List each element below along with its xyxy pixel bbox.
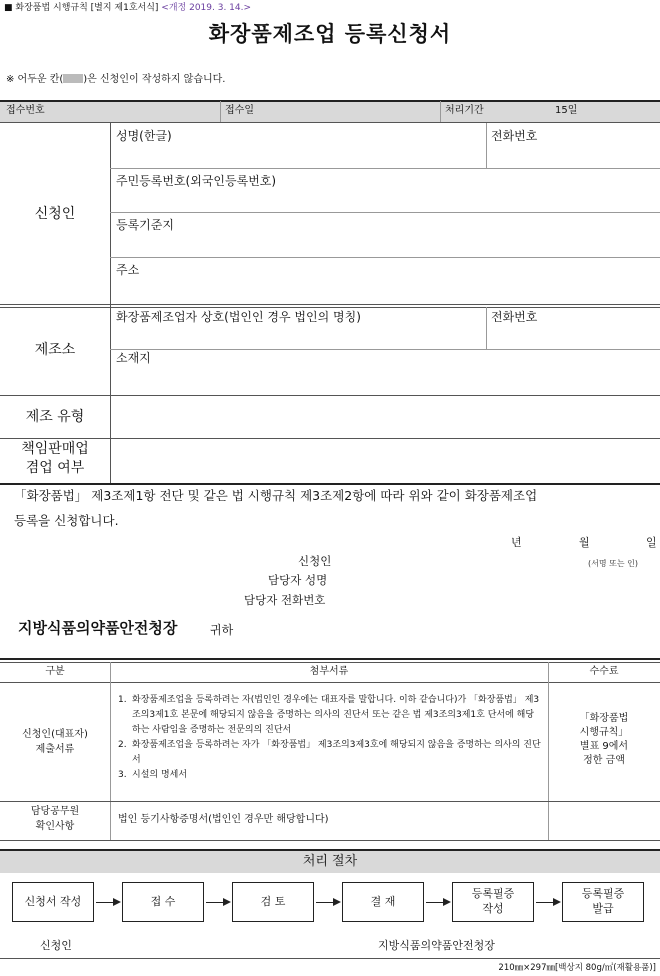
official-check-label-1: 담당공무원: [30, 806, 80, 817]
process-actor-agency: 지방식품의약품안전청장: [378, 939, 495, 952]
official-check-item: 법인 등기사항증명서(법인인 경우만 해당합니다): [118, 814, 329, 825]
signature-note: (서명 또는 인): [588, 559, 638, 568]
recipient-name: 지방식품의약품안전청장: [18, 619, 178, 637]
resident-number-field: 주민등록번호(외국인등록번호): [116, 174, 277, 188]
process-actor-applicant: 신청인: [40, 939, 72, 952]
responsible-seller-label-1: 책임판매업: [21, 441, 89, 457]
process-step: 접 수: [122, 882, 204, 922]
law-reference: ■ 화장품법 시행규칙 [별지 제1호서식] <개정 2019. 3. 14.>: [4, 3, 252, 13]
list-item: 3. 시설의 명세서: [118, 770, 188, 780]
applicant-docs-label-2: 제출서류: [35, 744, 75, 755]
processing-period-value: 15일: [555, 105, 578, 116]
fee-line-3: 별표 9에서: [579, 741, 629, 752]
paper-spec-footer: 210㎜×297㎜[백상지 80g/㎡(재활용품)]: [498, 963, 656, 973]
col-category-header: 구분: [45, 666, 65, 677]
responsible-seller-label-2: 겸업 여부: [25, 460, 85, 476]
fee-line-1: 「화장품법: [579, 713, 629, 724]
fee-line-2: 시행규칙」: [579, 727, 629, 738]
shading-note: ※ 어두운 칸( )은 신청인이 작성하지 않습니다.: [6, 74, 226, 85]
arrowhead-icon: [553, 898, 561, 906]
arrowhead-icon: [113, 898, 121, 906]
col-documents-header: 첨부서류: [309, 666, 349, 677]
process-arrow: [316, 902, 334, 903]
signature-applicant-label: 신청인: [298, 554, 332, 568]
date-month: 월: [579, 536, 590, 549]
arrowhead-icon: [443, 898, 451, 906]
contact-phone-label: 담당자 전화번호: [244, 593, 326, 607]
receipt-date-label: 접수일: [225, 105, 254, 116]
process-arrow: [426, 902, 444, 903]
arrowhead-icon: [223, 898, 231, 906]
process-title: 처리 절차: [302, 854, 358, 869]
date-day: 일: [646, 536, 657, 549]
application-statement-line-1: 「화장품법」 제3조제1항 전단 및 같은 법 시행규칙 제3조제2항에 따라 위와 같이 화장품제조업: [14, 488, 538, 503]
manufacturing-type-label: 제조 유형: [25, 409, 85, 425]
processing-period-label: 처리기간: [445, 105, 484, 116]
fee-line-4: 정한 금액: [583, 755, 625, 766]
application-statement-line-2: 등록을 신청합니다.: [14, 513, 119, 528]
page-title: 화장품제조업 등록신청서: [208, 22, 452, 46]
process-step: 등록필증 작성: [452, 882, 534, 922]
col-fee-header: 수수료: [589, 666, 619, 677]
list-item: 2. 화장품제조업을 등록하려는 자가 「화장품법」 제3조의3제3호에 해당되지 않음을 증명하는 의사의 진단서: [118, 740, 541, 765]
applicant-name-field: 성명(한글): [116, 129, 172, 143]
process-step: 등록필증 발급: [562, 882, 644, 922]
amendment-note: <개정 2019. 3. 14.>: [161, 3, 252, 13]
applicant-phone-field: 전화번호: [491, 129, 538, 143]
official-check-label-2: 확인사항: [35, 821, 75, 832]
factory-section-label: 제조소: [34, 342, 76, 358]
process-step: 결 재: [342, 882, 424, 922]
receipt-number-label: 접수번호: [6, 105, 45, 116]
factory-location-field: 소재지: [116, 351, 151, 365]
date-year: 년: [511, 536, 522, 549]
applicant-docs-label-1: 신청인(대표자): [22, 729, 88, 740]
contact-name-label: 담당자 성명: [268, 573, 328, 587]
recipient-suffix: 귀하: [210, 623, 234, 637]
registration-criteria-field: 등록기준지: [116, 218, 174, 232]
list-item: 1. 화장품제조업을 등록하려는 자(법인인 경우에는 대표자를 말합니다. 이하 같습니다)가 「화장품법」 제3조의3제1호 본문에 해당되지 않음을 증명하는 의사의 진단서 또는 같은 법 제3조의3제1호 단서에 해당하는 사람임을 증명하는 전문의의 진단서: [118, 695, 540, 735]
factory-phone-field: 전화번호: [491, 310, 538, 324]
attachment-list: [118, 693, 542, 783]
process-arrow: [96, 902, 114, 903]
applicant-address-field: 주소: [116, 263, 140, 277]
factory-trade-name-field: 화장품제조업자 상호(법인인 경우 법인의 명칭): [116, 310, 361, 324]
arrowhead-icon: [333, 898, 341, 906]
process-step: 신청서 작성: [12, 882, 94, 922]
applicant-section-label: 신청인: [34, 206, 76, 222]
process-step: 검 토: [232, 882, 314, 922]
process-arrow: [536, 902, 554, 903]
process-arrow: [206, 902, 224, 903]
